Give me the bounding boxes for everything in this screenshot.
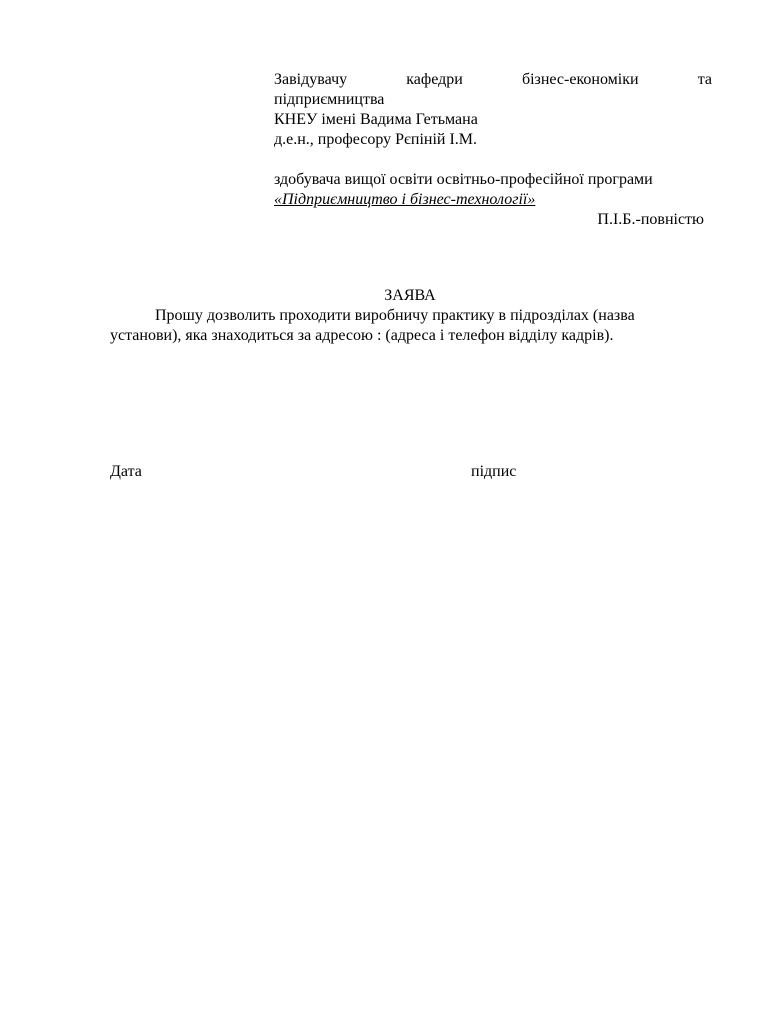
addressee-block xyxy=(274,70,712,230)
signature-label: підпис xyxy=(471,463,517,480)
addressee-line-3: КНЕУ імені Вадима Гетьмана xyxy=(274,111,478,128)
addressee-line-4: д.е.н., професору Рєпіній І.М. xyxy=(274,131,478,148)
addressee-word: та xyxy=(697,71,712,88)
date-label: Дата xyxy=(110,463,142,480)
applicant-pib: П.І.Б.-повністю xyxy=(597,211,704,228)
document-title: ЗАЯВА xyxy=(384,287,436,304)
applicant-line-1: здобувача вищої освіти освітньо-професійної програми xyxy=(274,171,653,188)
addressee-line-2: підприємництва xyxy=(274,91,385,108)
addressee-word: бізнес-економіки xyxy=(521,71,639,88)
program-name: «Підприємництво і бізнес-технології» xyxy=(274,191,536,208)
addressee-word: Завідувачу xyxy=(274,71,348,88)
request-line-2: установи), яка знаходиться за адресою : (адреса і телефон відділу кадрів). xyxy=(110,327,614,344)
request-body xyxy=(110,306,700,346)
addressee-line-1 xyxy=(274,70,712,90)
request-line-1: Прошу дозволить проходити виробничу практику в підрозділах (назва xyxy=(155,307,635,324)
addressee-word: кафедри xyxy=(406,71,463,88)
